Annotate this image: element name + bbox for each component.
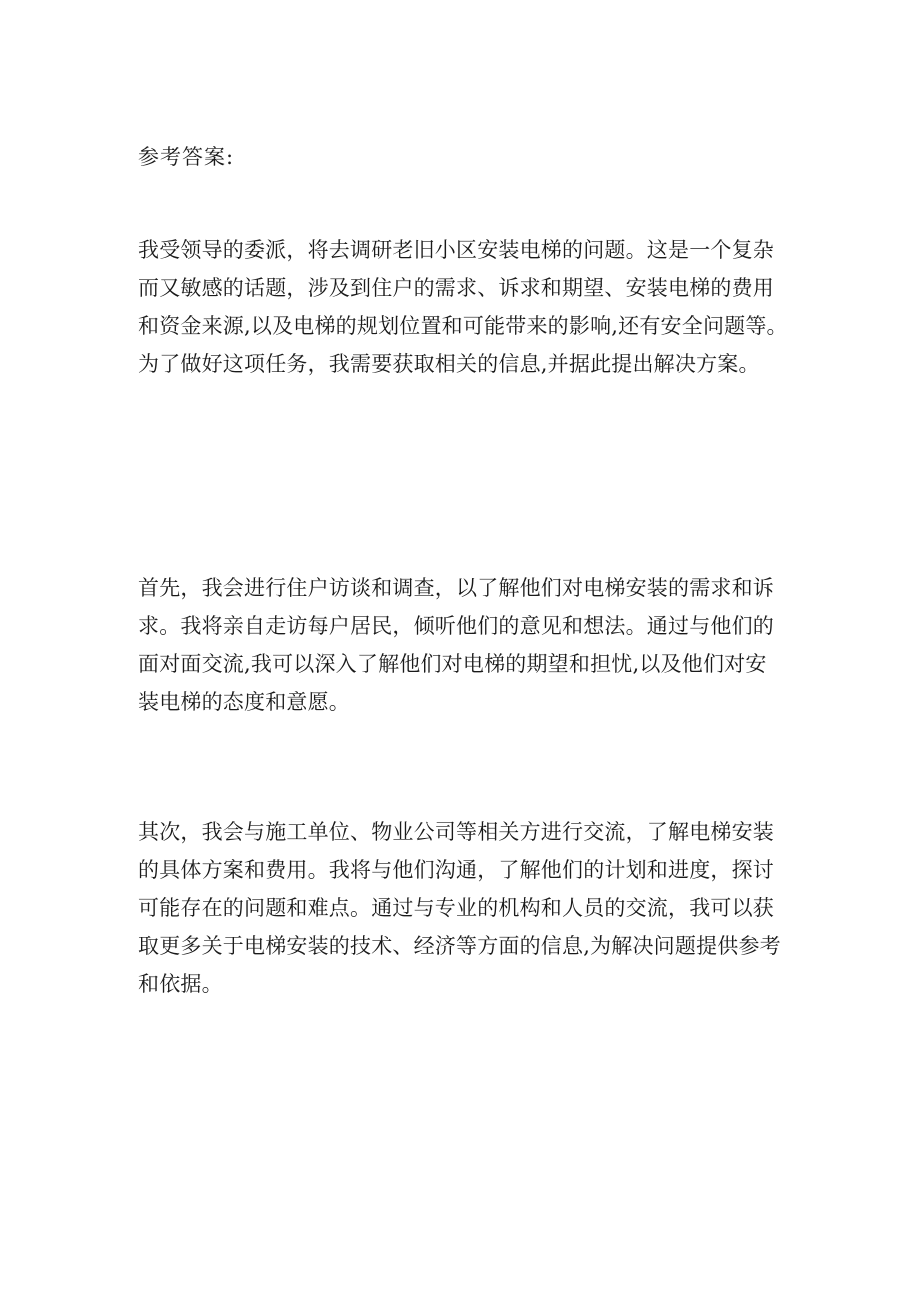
paragraph-line: 其次，我会与施工单位、物业公司等相关方进行交流，了解电梯安装 <box>138 820 774 844</box>
paragraph-line: 为了做好这项任务，我需要获取相关的信息,并据此提出解决方案。 <box>138 352 760 376</box>
paragraph-line: 求。我将亲自走访每户居民，倾听他们的意见和想法。通过与他们的 <box>138 614 774 638</box>
paragraph-line: 面对面交流,我可以深入了解他们对电梯的期望和担忧,以及他们对安 <box>138 652 767 676</box>
paragraph-first <box>138 569 798 721</box>
paragraph-line: 和依据。 <box>138 972 223 996</box>
paragraph-line: 取更多关于电梯安装的技术、经济等方面的信息,为解决问题提供参考 <box>138 934 781 958</box>
paragraph-second <box>138 813 798 1003</box>
paragraph-line: 的具体方案和费用。我将与他们沟通，了解他们的计划和进度，探讨 <box>138 858 774 882</box>
paragraph-intro <box>138 231 798 383</box>
paragraph-line: 可能存在的问题和难点。通过与专业的机构和人员的交流，我可以获 <box>138 896 774 920</box>
answer-heading: 参考答案: <box>138 145 235 169</box>
paragraph-line: 我受领导的委派，将去调研老旧小区安装电梯的问题。这是一个复杂 <box>138 238 774 262</box>
paragraph-line: 和资金来源,以及电梯的规划位置和可能带来的影响,还有安全问题等。 <box>138 314 788 338</box>
paragraph-line: 装电梯的态度和意愿。 <box>138 690 350 714</box>
paragraph-line: 而又敏感的话题，涉及到住户的需求、诉求和期望、安装电梯的费用 <box>138 276 774 300</box>
paragraph-line: 首先，我会进行住户访谈和调查，以了解他们对电梯安装的需求和诉 <box>138 576 774 600</box>
